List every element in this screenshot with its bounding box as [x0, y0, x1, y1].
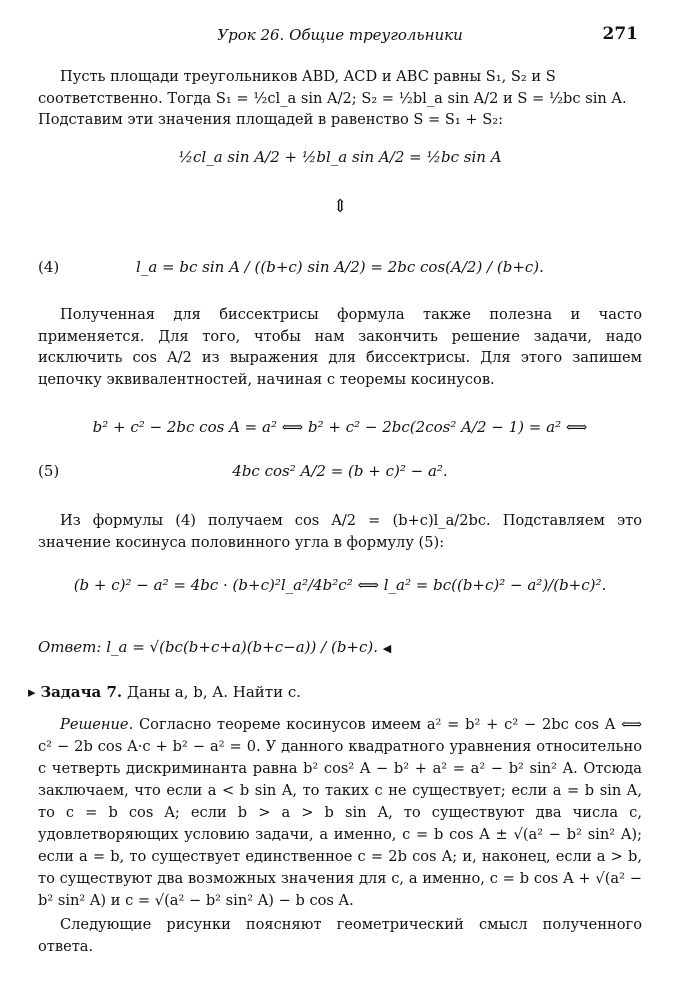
page-number: 271	[602, 24, 638, 44]
answer-label: Ответ:	[38, 638, 102, 656]
answer-line	[38, 638, 391, 656]
end-of-proof-icon: ◀	[382, 642, 392, 655]
equation-bisector-formula: l_a = bc sin A / ((b+c) sin A/2) = 2bc cos(A/2) / (b+c).	[136, 258, 544, 276]
answer-formula: l_a = √(bc(b+c+a)(b+c−a)) / (b+c).	[106, 638, 379, 656]
equation-area-sum: ½cl_a sin A/2 + ½bl_a sin A/2 = ½bc sin A	[178, 148, 502, 166]
equivalence-arrow-icon: ⇕	[332, 196, 348, 217]
equation-la-squared: (b + c)² − a² = 4bc · (b+c)²l_a²/4b²c² ⟺ l_a² = bc((b+c)² − a²)/(b+c)².	[73, 576, 607, 594]
paragraph-substitute: Из формулы (4) получаем cos A/2 = (b+c)l_a/2bc. Подставляем это значение косинуса половинного угла в формулу (5):	[38, 512, 642, 551]
running-header-title: Урок 26. Общие треугольники	[217, 26, 463, 44]
paragraph-line-3: Подставим эти значения площадей в равенство S = S₁ + S₂:	[38, 111, 503, 128]
paragraph-line-2: соответственно. Тогда S₁ = ½cl_a sin A/2; S₂ = ½bl_a sin A/2 и S = ½bc sin A.	[38, 89, 627, 107]
solution-text: Согласно теореме косинусов имеем a² = b² + c² − 2bc cos A ⟺ c² − 2b cos A·c + b² − a² = 0. У данного квадратного уравнения относительно c четверть дискриминанта равна b² cos² A − b² + a² = a² − b² sin² A. Отсюда заключаем, что если a < b sin A, то таких c не существует; если a = b sin A, то c = b cos A; если b > a > b sin A, то существуют два числа c, удовлетворяющих условию задачи, а именно, c = b cos A ± √(a² − b² sin² A); если a = b, то существует единственное c = 2b cos A; и, наконец, если a > b, то существуют два возможных значения для c, а именно, c = b cos A + √(a² − b² sin² A) и c = √(a² − b² sin² A) − b cos A.	[38, 716, 642, 909]
solution-label: Решение.	[60, 716, 134, 733]
equation-5: 4bc cos² A/2 = (b + c)² − a².	[232, 462, 448, 480]
task-7	[28, 683, 301, 701]
solution-paragraph	[38, 714, 642, 912]
paragraph-bisector: Полученная для биссектрисы формула также полезна и часто применяется. Для того, чтобы нам закончить решение задачи, надо исключить cos A/2 из выражения для биссектрисы. Для этого запишем цепочку эквивалентностей, начиная с теоремы косинусов.	[38, 306, 642, 388]
task-text: Даны a, b, A. Найти c.	[126, 683, 302, 701]
closing-paragraph: Следующие рисунки поясняют геометрический смысл полученного ответа.	[38, 916, 642, 955]
equation-number-5: (5)	[38, 462, 60, 480]
paragraph-line-1: Пусть площади треугольников ABD, ACD и ABC равны S₁, S₂ и S	[60, 68, 556, 85]
equation-number-4: (4)	[38, 258, 60, 276]
equation-cosine-chain: b² + c² − 2bc cos A = a² ⟺ b² + c² − 2bc(2cos² A/2 − 1) = a² ⟺	[92, 418, 588, 436]
task-marker-icon: ▸	[28, 683, 36, 701]
task-label: Задача 7.	[40, 683, 123, 701]
paragraph-areas	[38, 66, 642, 131]
